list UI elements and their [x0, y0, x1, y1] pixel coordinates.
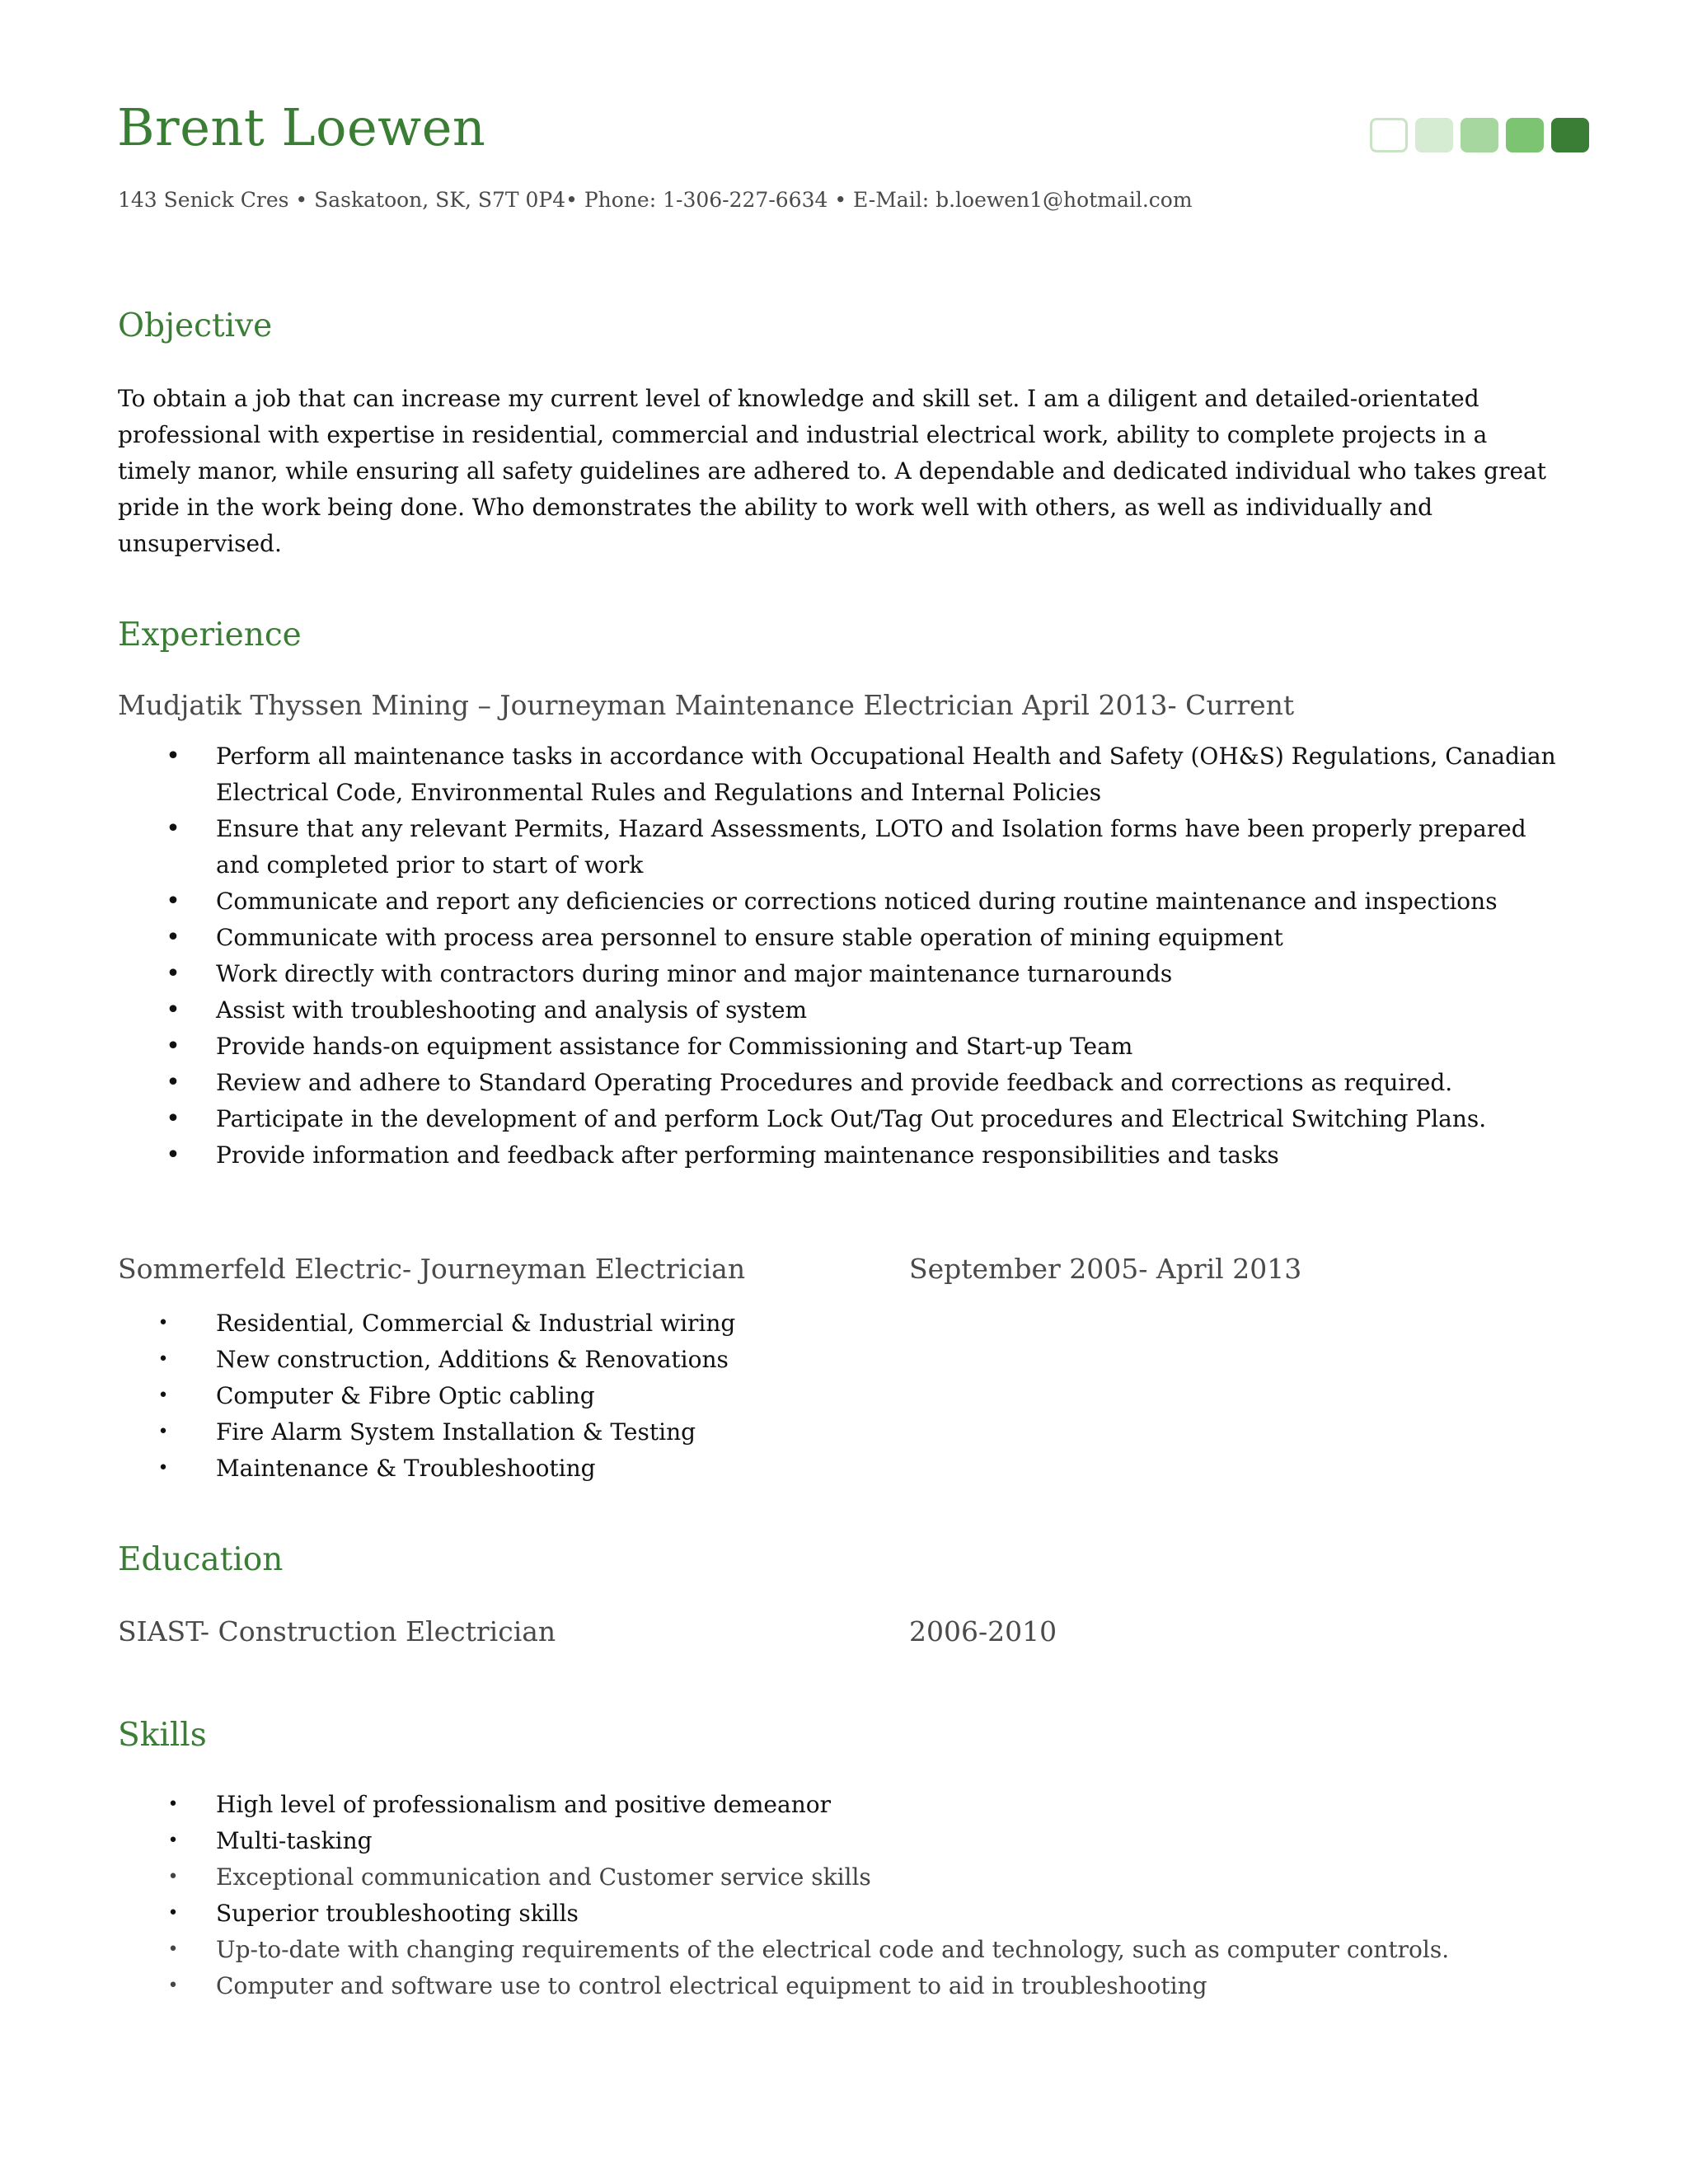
bullet-icon: •: [157, 1422, 169, 1442]
bullet-icon: •: [166, 814, 181, 843]
bullet-icon: •: [166, 742, 181, 771]
experience-heading: Experience: [118, 616, 302, 654]
bullet-icon: •: [166, 996, 181, 1024]
contact-line: 143 Senick Cres • Saskatoon, SK, S7T 0P4• Phone: 1-306-227-6634 • E-Mail: b.loewen1@hotmail.com: [118, 188, 1193, 212]
bullet-icon: •: [166, 1032, 181, 1061]
education-date: 2006-2010: [909, 1615, 1057, 1647]
decorative-square-5: [1551, 118, 1589, 152]
list-item: • Multi-tasking: [118, 1823, 1568, 1859]
job-2-bullet-list: [118, 1305, 1568, 1487]
list-item: • Review and adhere to Standard Operating Procedures and provide feedback and corrections as required.: [118, 1065, 1568, 1101]
list-item: • High level of professionalism and positive demeanor: [118, 1787, 1568, 1823]
bullet-icon: •: [167, 1794, 179, 1815]
bullet-icon: •: [166, 923, 181, 952]
list-item: • Computer & Fibre Optic cabling: [118, 1378, 1568, 1414]
list-item: • Residential, Commercial & Industrial wiring: [118, 1305, 1568, 1342]
bullet-icon: •: [157, 1385, 169, 1406]
decorative-square-1: [1370, 118, 1408, 152]
bullet-icon: •: [166, 1141, 181, 1169]
bullet-icon: •: [166, 959, 181, 988]
list-item: • Maintenance & Troubleshooting: [118, 1451, 1568, 1487]
list-item: • Provide hands-on equipment assistance for Commissioning and Start-up Team: [118, 1029, 1568, 1065]
skills-heading: Skills: [118, 1717, 207, 1754]
education-heading: Education: [118, 1541, 284, 1578]
bullet-icon: •: [167, 1975, 179, 1996]
objective-text: To obtain a job that can increase my current level of knowledge and skill set. I am a diligent and detailed-orientated professional with expertise in residential, commercial and industrial electrical work, ability to complete projects in a timely manor, while ensuring all safety guidelines are adhered to. A dependable and dedicated individual who takes great pride in the work being done. Who demonstrates the ability to work well with others, as well as individually and unsupervised.: [118, 385, 1546, 557]
list-item: • Exceptional communication and Customer service skills: [118, 1859, 1568, 1896]
bullet-icon: •: [157, 1313, 169, 1333]
decorative-square-3: [1461, 118, 1498, 152]
decorative-square-4: [1506, 118, 1544, 152]
skills-bullet-list: [118, 1787, 1568, 2004]
list-item: • Work directly with contractors during minor and major maintenance turnarounds: [118, 956, 1568, 992]
job-title-1: Mudjatik Thyssen Mining – Journeyman Maintenance Electrician April 2013- Current: [118, 689, 1295, 721]
bullet-icon: •: [167, 1939, 179, 1960]
bullet-icon: •: [166, 1068, 181, 1097]
job-1-bullet-list: [118, 738, 1568, 1174]
job-title-2: Sommerfeld Electric- Journeyman Electrician: [118, 1253, 746, 1285]
education-title: SIAST- Construction Electrician: [118, 1615, 556, 1647]
list-item: • Superior troubleshooting skills: [118, 1896, 1568, 1932]
list-item: • Provide information and feedback after performing maintenance responsibilities and tasks: [118, 1137, 1568, 1174]
bullet-icon: •: [167, 1903, 179, 1924]
candidate-name: Brent Loewen: [117, 97, 486, 157]
list-item: • Perform all maintenance tasks in accordance with Occupational Health and Safety (OH&S) Regulations, Canadian Electrical Code, Environmental Rules and Regulations and Internal Policies: [118, 738, 1568, 811]
job-date-2: September 2005- April 2013: [909, 1253, 1302, 1285]
decorative-square-2: [1415, 118, 1453, 152]
list-item: • Communicate with process area personnel to ensure stable operation of mining equipment: [118, 920, 1568, 956]
bullet-icon: •: [167, 1867, 179, 1887]
list-item: • New construction, Additions & Renovations: [118, 1342, 1568, 1378]
bullet-icon: •: [157, 1349, 169, 1370]
decorative-squares: [1370, 118, 1589, 152]
list-item: • Up-to-date with changing requirements of the electrical code and technology, such as computer controls.: [118, 1932, 1568, 1968]
list-item: • Participate in the development of and perform Lock Out/Tag Out procedures and Electrical Switching Plans.: [118, 1101, 1568, 1137]
list-item: • Fire Alarm System Installation & Testing: [118, 1414, 1568, 1451]
objective-heading: Objective: [118, 307, 273, 344]
list-item: • Ensure that any relevant Permits, Hazard Assessments, LOTO and Isolation forms have been properly prepared and completed prior to start of work: [118, 811, 1568, 883]
bullet-icon: •: [166, 887, 181, 916]
bullet-icon: •: [166, 1104, 181, 1133]
list-item: • Assist with troubleshooting and analysis of system: [118, 992, 1568, 1029]
bullet-icon: •: [157, 1458, 169, 1479]
list-item: • Communicate and report any deficiencies or corrections noticed during routine maintenance and inspections: [118, 883, 1568, 920]
bullet-icon: •: [167, 1830, 179, 1851]
list-item: • Computer and software use to control electrical equipment to aid in troubleshooting: [118, 1968, 1568, 2004]
